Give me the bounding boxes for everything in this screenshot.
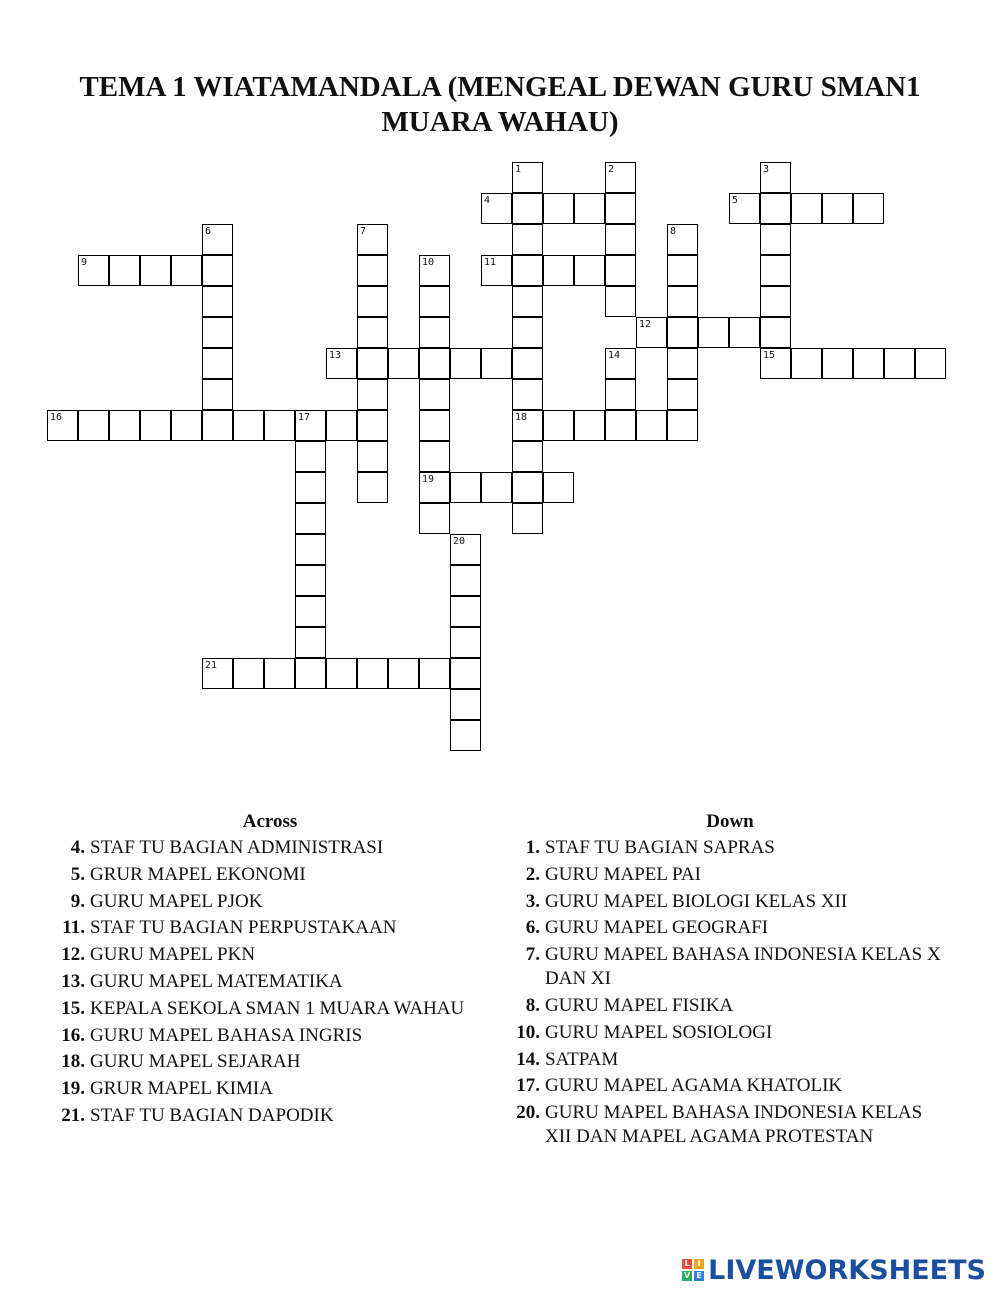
crossword-cell[interactable]: [233, 410, 264, 441]
crossword-cell[interactable]: [605, 224, 636, 255]
down-clue: [510, 1101, 950, 1149]
clue-text: STAF TU BAGIAN DAPODIK: [90, 1104, 334, 1126]
crossword-cell[interactable]: [419, 410, 450, 441]
crossword-cell[interactable]: [760, 193, 791, 224]
across-clues: [55, 810, 485, 1131]
clue-number: 13.: [61, 970, 85, 992]
clue-number: 17: [298, 412, 311, 423]
crossword-cell[interactable]: [853, 193, 884, 224]
crossword-cell[interactable]: [419, 658, 450, 689]
crossword-cell[interactable]: [450, 472, 481, 503]
clue-number: 1: [515, 164, 522, 175]
clue-number: 12: [639, 319, 652, 330]
crossword-cell[interactable]: [419, 317, 450, 348]
crossword-cell[interactable]: [605, 193, 636, 224]
across-heading: Across: [242, 811, 298, 832]
across-clue: [55, 836, 485, 860]
crossword-cell[interactable]: [202, 348, 233, 379]
down-clue: [510, 863, 950, 887]
crossword-cell[interactable]: [357, 317, 388, 348]
crossword-cell[interactable]: [543, 472, 574, 503]
crossword-cell[interactable]: [264, 410, 295, 441]
crossword-cell[interactable]: [450, 627, 481, 658]
across-clue: [55, 916, 485, 940]
crossword-cell[interactable]: [171, 255, 202, 286]
clue-text: GURU MAPEL PJOK: [90, 890, 263, 912]
crossword-cell[interactable]: [202, 286, 233, 317]
crossword-cell[interactable]: [295, 503, 326, 534]
crossword-cell[interactable]: [481, 348, 512, 379]
crossword-cell-21[interactable]: [202, 658, 233, 689]
crossword-cell[interactable]: [202, 317, 233, 348]
clue-number: 19.: [61, 1078, 85, 1100]
crossword-cell[interactable]: [512, 472, 543, 503]
liveworksheets-logo: [682, 1256, 986, 1284]
down-clue: [510, 1074, 950, 1098]
crossword-cell[interactable]: [450, 720, 481, 751]
crossword-cell[interactable]: [388, 348, 419, 379]
crossword-cell[interactable]: [667, 379, 698, 410]
clue-number: 15: [763, 350, 776, 361]
down-clue: [510, 836, 950, 860]
crossword-cell[interactable]: [295, 565, 326, 596]
crossword-cell[interactable]: [357, 658, 388, 689]
clue-text: STAF TU BAGIAN ADMINISTRASI: [90, 837, 384, 858]
crossword-cell[interactable]: [357, 286, 388, 317]
crossword-cell[interactable]: [760, 255, 791, 286]
clue-number: 13: [329, 350, 342, 361]
clue-number: 7.: [525, 944, 540, 966]
crossword-cell[interactable]: [605, 379, 636, 410]
crossword-cell[interactable]: [822, 348, 853, 379]
across-clue: [55, 1024, 485, 1048]
clue-number: 4.: [70, 837, 85, 858]
crossword-cell[interactable]: [605, 255, 636, 286]
clue-number: 16: [50, 412, 63, 423]
crossword-cell[interactable]: [202, 255, 233, 286]
across-clue: [55, 970, 485, 994]
crossword-cell[interactable]: [698, 317, 729, 348]
crossword-cell-14[interactable]: [605, 348, 636, 379]
crossword-cell[interactable]: [791, 193, 822, 224]
crossword-cell[interactable]: [574, 410, 605, 441]
clue-number: 4: [484, 195, 491, 206]
crossword-cell[interactable]: [512, 441, 543, 472]
clue-text: GURU MAPEL BAHASA INGRIS: [90, 1024, 363, 1046]
crossword-cell[interactable]: [295, 658, 326, 689]
down-clue: [510, 1048, 950, 1072]
clue-number: 20.: [516, 1102, 540, 1124]
crossword-cell[interactable]: [140, 255, 171, 286]
clue-number: 6.: [525, 917, 540, 939]
clue-number: 19: [422, 474, 435, 485]
clue-number: 16.: [61, 1024, 85, 1046]
clue-text: STAF TU BAGIAN PERPUSTAKAAN: [90, 917, 397, 939]
crossword-cell-20[interactable]: [450, 534, 481, 565]
crossword-cell[interactable]: [822, 193, 853, 224]
clue-text: GURU MAPEL PKN: [90, 944, 256, 966]
crossword-cell[interactable]: [481, 472, 512, 503]
crossword-cell[interactable]: [512, 193, 543, 224]
clue-number: 11.: [62, 917, 85, 939]
clue-number: 5.: [70, 863, 85, 885]
crossword-cell[interactable]: [450, 689, 481, 720]
clue-number: 15.: [61, 997, 85, 1019]
clue-number: 18: [515, 412, 528, 423]
down-clue: [510, 890, 950, 914]
crossword-cell[interactable]: [202, 410, 233, 441]
clue-number: 21: [205, 660, 218, 671]
clue-text: GRUR MAPEL EKONOMI: [90, 863, 306, 885]
crossword-cell[interactable]: [667, 286, 698, 317]
clue-text: GURU MAPEL SOSIOLOGI: [545, 1021, 773, 1043]
crossword-cell-7[interactable]: [357, 224, 388, 255]
crossword-cell[interactable]: [419, 441, 450, 472]
crossword-cell[interactable]: [605, 286, 636, 317]
crossword-cell-17[interactable]: [295, 410, 326, 441]
clue-number: 12.: [61, 944, 85, 966]
down-clues: [510, 810, 950, 1152]
crossword-cell[interactable]: [450, 565, 481, 596]
down-clue: [510, 916, 950, 940]
crossword-cell[interactable]: [78, 410, 109, 441]
logo-wordmark: LIVEWORKSHEETS: [708, 1254, 986, 1286]
crossword-cell[interactable]: [512, 379, 543, 410]
logo-mark-icon: L I V E: [682, 1259, 704, 1281]
crossword-cell[interactable]: [760, 286, 791, 317]
crossword-cell[interactable]: [419, 379, 450, 410]
crossword-cell[interactable]: [109, 410, 140, 441]
crossword-cell-19[interactable]: [419, 472, 450, 503]
across-clue: [55, 863, 485, 887]
crossword-cell[interactable]: [884, 348, 915, 379]
crossword-cell[interactable]: [140, 410, 171, 441]
clue-text: GURU MAPEL GEOGRAFI: [545, 917, 769, 939]
clue-text: SATPAM: [545, 1048, 619, 1070]
crossword-cell[interactable]: [574, 193, 605, 224]
crossword-cell[interactable]: [419, 286, 450, 317]
crossword-cell-13[interactable]: [326, 348, 357, 379]
crossword-cell[interactable]: [512, 255, 543, 286]
crossword-cell[interactable]: [729, 317, 760, 348]
down-heading: Down: [706, 811, 754, 832]
crossword-cell-12[interactable]: [636, 317, 667, 348]
clue-number: 6: [205, 226, 212, 237]
crossword-cell[interactable]: [667, 348, 698, 379]
crossword-cell-16[interactable]: [47, 410, 78, 441]
clue-number: 5: [732, 195, 739, 206]
clue-number: 7: [360, 226, 367, 237]
clue-number: 18.: [61, 1051, 85, 1073]
clue-number: 8.: [525, 994, 540, 1016]
crossword-cell[interactable]: [357, 379, 388, 410]
clue-text: STAF TU BAGIAN SAPRAS: [545, 837, 775, 858]
clue-number: 2.: [525, 863, 540, 885]
crossword-cell-11[interactable]: [481, 255, 512, 286]
crossword-cell[interactable]: [264, 658, 295, 689]
crossword-cell-9[interactable]: [78, 255, 109, 286]
across-clue: [55, 1050, 485, 1074]
crossword-cell[interactable]: [450, 658, 481, 689]
crossword-cell[interactable]: [512, 503, 543, 534]
clue-text: GURU MAPEL BIOLOGI KELAS XII: [545, 890, 848, 912]
crossword-cell[interactable]: [295, 441, 326, 472]
crossword-cell[interactable]: [419, 503, 450, 534]
crossword-cell[interactable]: [543, 255, 574, 286]
crossword-cell[interactable]: [109, 255, 140, 286]
crossword-cell[interactable]: [667, 317, 698, 348]
across-clue: [55, 943, 485, 967]
crossword-cell[interactable]: [295, 534, 326, 565]
crossword-cell-2[interactable]: [605, 162, 636, 193]
clue-number: 21.: [61, 1104, 85, 1126]
clue-text: GURU MAPEL MATEMATIKA: [90, 970, 343, 992]
crossword-cell-10[interactable]: [419, 255, 450, 286]
across-clue: [55, 1104, 485, 1128]
crossword-cell[interactable]: [574, 255, 605, 286]
crossword-cell[interactable]: [512, 348, 543, 379]
crossword-cell[interactable]: [512, 224, 543, 255]
clue-number: 14.: [516, 1048, 540, 1070]
clue-number: 10.: [516, 1021, 540, 1043]
crossword-cell[interactable]: [543, 410, 574, 441]
clue-text: GURU MAPEL SEJARAH: [90, 1051, 301, 1073]
crossword-cell-8[interactable]: [667, 224, 698, 255]
down-clue: [510, 994, 950, 1018]
clue-number: 14: [608, 350, 621, 361]
across-clue: [55, 997, 485, 1021]
clue-number: 17.: [516, 1075, 540, 1097]
down-clue: [510, 1021, 950, 1045]
crossword-cell[interactable]: [357, 255, 388, 286]
crossword-cell[interactable]: [295, 627, 326, 658]
crossword-cell[interactable]: [202, 379, 233, 410]
across-clue: [55, 1077, 485, 1101]
clue-number: 10: [422, 257, 435, 268]
clue-number: 20: [453, 536, 466, 547]
page-title: TEMA 1 WIATAMANDALA (MENGEAL DEWAN GURU SMAN1 MUARA WAHAU): [79, 71, 921, 138]
clue-text: GURU MAPEL BAHASA INDONESIA KELAS XII DAN MAPEL AGAMA PROTESTAN: [545, 1102, 923, 1148]
clue-number: 11: [484, 257, 497, 268]
crossword-cell[interactable]: [512, 286, 543, 317]
crossword-cell[interactable]: [636, 410, 667, 441]
crossword-cell[interactable]: [853, 348, 884, 379]
crossword-cell[interactable]: [760, 224, 791, 255]
crossword-cell[interactable]: [326, 658, 357, 689]
clue-text: GURU MAPEL BAHASA INDONESIA KELAS X DAN XI: [545, 944, 941, 990]
crossword-cell[interactable]: [512, 317, 543, 348]
crossword-cell[interactable]: [388, 658, 419, 689]
crossword-cell[interactable]: [760, 317, 791, 348]
crossword-cell-18[interactable]: [512, 410, 543, 441]
crossword-cell[interactable]: [450, 596, 481, 627]
crossword-cell[interactable]: [326, 410, 357, 441]
crossword-cell[interactable]: [357, 348, 388, 379]
crossword-cell[interactable]: [357, 472, 388, 503]
crossword-cell[interactable]: [295, 596, 326, 627]
crossword-cell[interactable]: [605, 410, 636, 441]
clue-text: GURU MAPEL PAI: [545, 863, 701, 885]
crossword-cell[interactable]: [295, 472, 326, 503]
clue-number: 2: [608, 164, 615, 175]
crossword-cell[interactable]: [419, 348, 450, 379]
clue-text: GRUR MAPEL KIMIA: [90, 1078, 273, 1100]
crossword-cell[interactable]: [667, 410, 698, 441]
clue-number: 9: [81, 257, 88, 268]
clue-number: 9.: [70, 890, 85, 912]
crossword-cell[interactable]: [357, 410, 388, 441]
crossword-cell[interactable]: [357, 441, 388, 472]
crossword-cell[interactable]: [667, 255, 698, 286]
crossword-cell-1[interactable]: [512, 162, 543, 193]
crossword-cell-3[interactable]: [760, 162, 791, 193]
clue-number: 1.: [525, 837, 540, 858]
crossword-cell[interactable]: [233, 658, 264, 689]
clue-text: GURU MAPEL AGAMA KHATOLIK: [545, 1075, 843, 1097]
crossword-cell[interactable]: [543, 193, 574, 224]
clue-number: 3: [763, 164, 770, 175]
clue-number: 3.: [525, 890, 540, 912]
down-clue: [510, 943, 950, 991]
across-clue: [55, 890, 485, 914]
crossword-cell[interactable]: [791, 348, 822, 379]
clue-text: GURU MAPEL FISIKA: [545, 994, 734, 1016]
crossword-cell[interactable]: [171, 410, 202, 441]
crossword-cell[interactable]: [450, 348, 481, 379]
crossword-cell[interactable]: [915, 348, 946, 379]
crossword-cell-5[interactable]: [729, 193, 760, 224]
crossword-cell-4[interactable]: [481, 193, 512, 224]
clue-text: KEPALA SEKOLA SMAN 1 MUARA WAHAU: [90, 997, 465, 1019]
clue-number: 8: [670, 226, 677, 237]
crossword-cell-6[interactable]: [202, 224, 233, 255]
crossword-cell-15[interactable]: [760, 348, 791, 379]
